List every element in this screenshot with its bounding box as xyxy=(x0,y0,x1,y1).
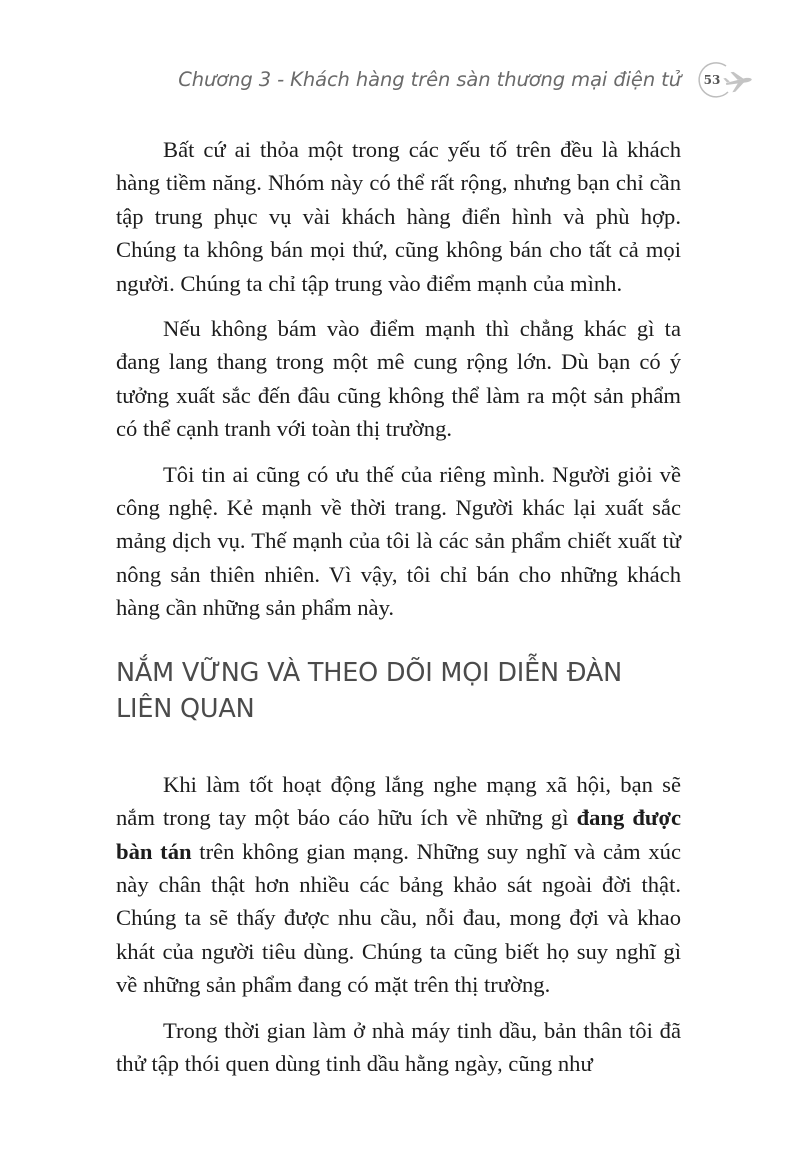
running-header: Chương 3 - Khách hàng trên sàn thương mại điện tử xyxy=(178,68,681,91)
paragraph: Nếu không bám vào điểm mạnh thì chẳng khác gì ta đang lang thang trong một mê cung rộng lớn. Dù bạn có ý tưởng xuất sắc đến đâu cũng không thể làm ra một sản phẩm có thể cạnh tranh với toàn thị trường. xyxy=(116,316,681,442)
emphasis-text: đang được bàn tán xyxy=(116,805,681,864)
paragraph-text: trên không gian mạng. Những suy nghĩ và cảm xúc này chân thật hơn nhiều các bảng khảo sát ngoài đời thật. Chúng ta sẽ thấy được nhu cầu, nỗi đau, mong đợi và khao khát của người tiêu dùng. Chúng ta cũng biết họ suy nghĩ gì về những sản phẩm đang có mặt trên thị trường. xyxy=(116,838,681,998)
paragraph: Trong thời gian làm ở nhà máy tinh dầu, bản thân tôi đã thử tập thói quen dùng tinh dầu hằng ngày, cũng như xyxy=(116,1017,681,1076)
paragraph xyxy=(116,768,681,1002)
paragraph: Bất cứ ai thỏa một trong các yếu tố trên đều là khách hàng tiềm năng. Nhóm này có thể rất rộng, nhưng bạn chỉ cần tập trung phục vụ vài khách hàng điển hình và phù hợp. Chúng ta không bán mọi thứ, cũng không bán cho tất cả mọi người. Chúng ta chỉ tập trung vào điểm mạnh của mình. xyxy=(116,137,681,296)
paragraph-text: Khi làm tốt hoạt động lắng nghe mạng xã hội, bạn sẽ nắm trong tay một báo cáo hữu ích về những gì xyxy=(116,771,681,831)
page-body xyxy=(116,133,681,1092)
section-heading-line: LIÊN QUAN xyxy=(116,693,255,724)
section-heading xyxy=(116,655,681,727)
section-heading-line: NẮM VỮNG VÀ THEO DÕI MỌI DIỄN ĐÀN xyxy=(116,657,623,688)
page-number: 53 xyxy=(703,73,721,87)
paragraph: Tôi tin ai cũng có ưu thế của riêng mình. Người giỏi về công nghệ. Kẻ mạnh về thời trang. Người khác lại xuất sắc mảng dịch vụ. Thế mạnh của tôi là các sản phẩm chiết xuất từ nông sản thiên nhiên. Vì vậy, tôi chỉ bán cho những khách hàng cần những sản phẩm này. xyxy=(116,461,681,621)
